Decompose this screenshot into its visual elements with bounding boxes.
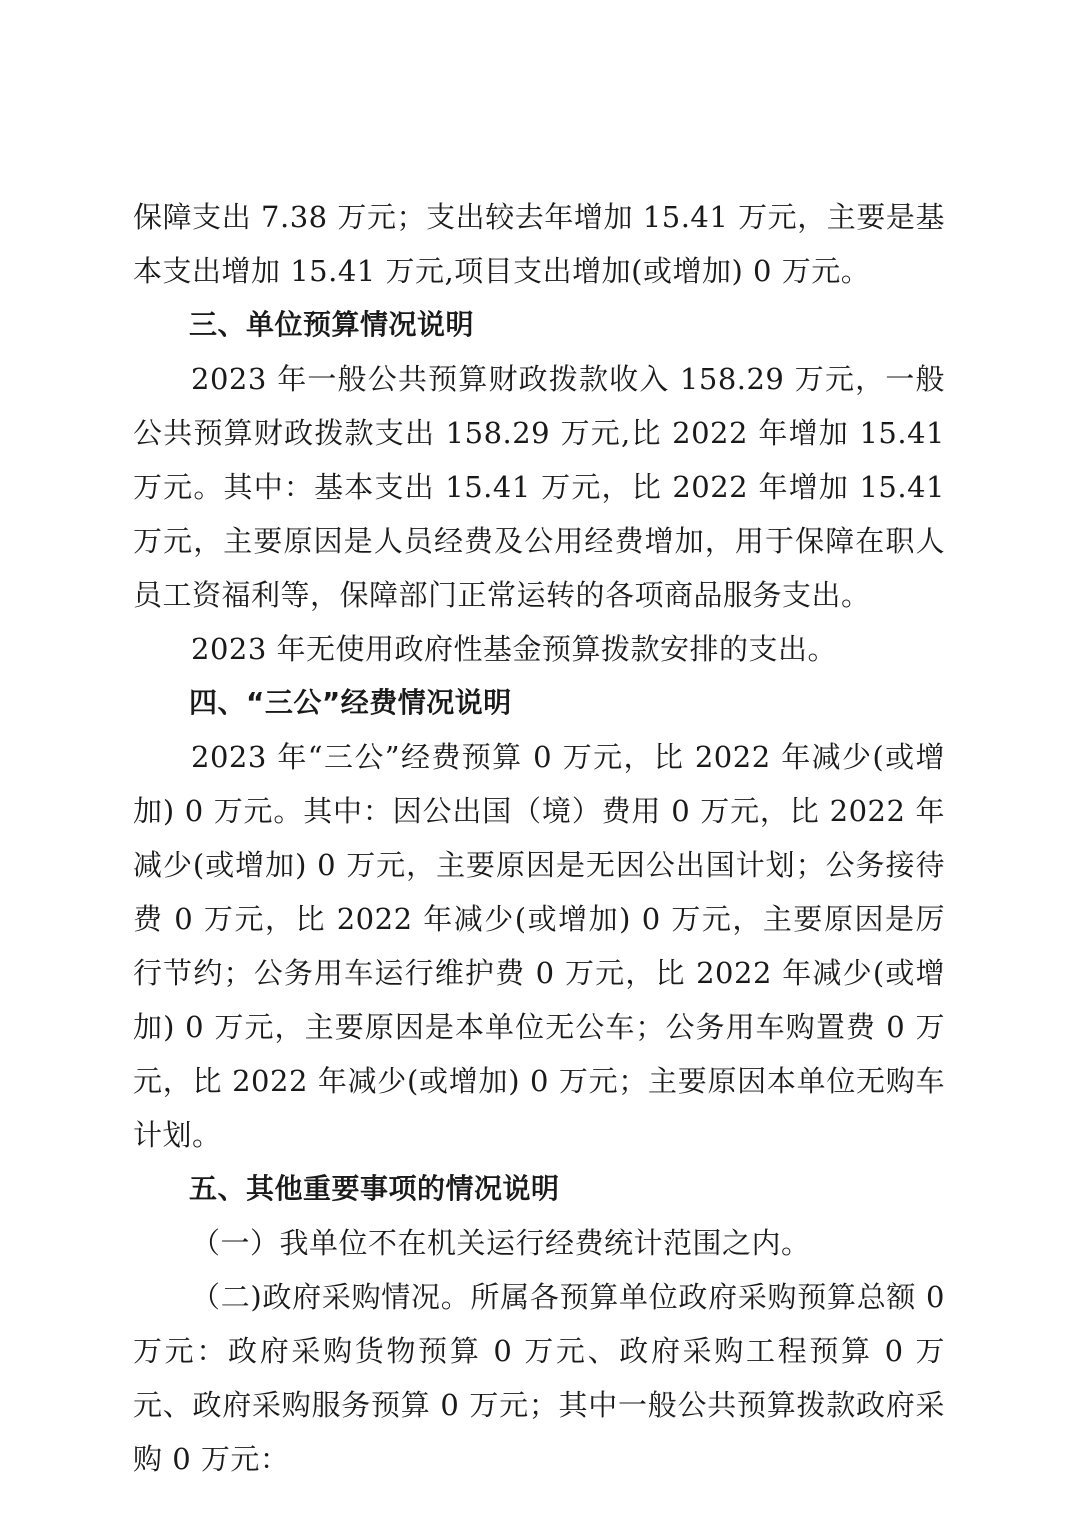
- document-body: [133, 190, 945, 1486]
- paragraph-continuation: 保障支出 7.38 万元；支出较去年增加 15.41 万元，主要是基本支出增加 15.41 万元,项目支出增加(或增加) 0 万元。: [133, 200, 945, 288]
- paragraph-item-1: （一）我单位不在机关运行经费统计范围之内。: [191, 1226, 811, 1260]
- paragraph-fund-budget: 2023 年无使用政府性基金预算拨款安排的支出。: [191, 632, 838, 666]
- paragraph-three-public-expenses: 2023 年“三公”经费预算 0 万元，比 2022 年减少(或增加) 0 万元。其中：因公出国（境）费用 0 万元，比 2022 年减少(或增加) 0 万元，主要原因是无因公出国计划；公务接待费 0 万元，比 2022 年减少(或增加) 0 万元，主要原因是厉行节约；公务用车运行维护费 0 万元，比 2022 年减少(或增加) 0 万元，主要原因是本单位无公车；公务用车购置费 0 万元，比 2022 年减少(或增加) 0 万元；主要原因本单位无购车计划。: [133, 740, 945, 1152]
- section-heading-5: 五、其他重要事项的情况说明: [189, 1172, 560, 1205]
- paragraph-item-2: （二)政府采购情况。所属各预算单位政府采购预算总额 0 万元：政府采购货物预算 0 万元、政府采购工程预算 0 万元、政府采购服务预算 0 万元；其中一般公共预算拨款政府采购 0 万元：: [133, 1280, 945, 1476]
- section-heading-3: 三、单位预算情况说明: [189, 308, 475, 341]
- paragraph-general-budget: 2023 年一般公共预算财政拨款收入 158.29 万元，一般公共预算财政拨款支出 158.29 万元,比 2022 年增加 15.41 万元。其中：基本支出 15.41 万元，比 2022 年增加 15.41 万元，主要原因是人员经费及公用经费增加，用于保障在职人员工资福利等，保障部门正常运转的各项商品服务支出。: [133, 362, 945, 612]
- section-heading-4: 四、“三公”经费情况说明: [189, 686, 512, 719]
